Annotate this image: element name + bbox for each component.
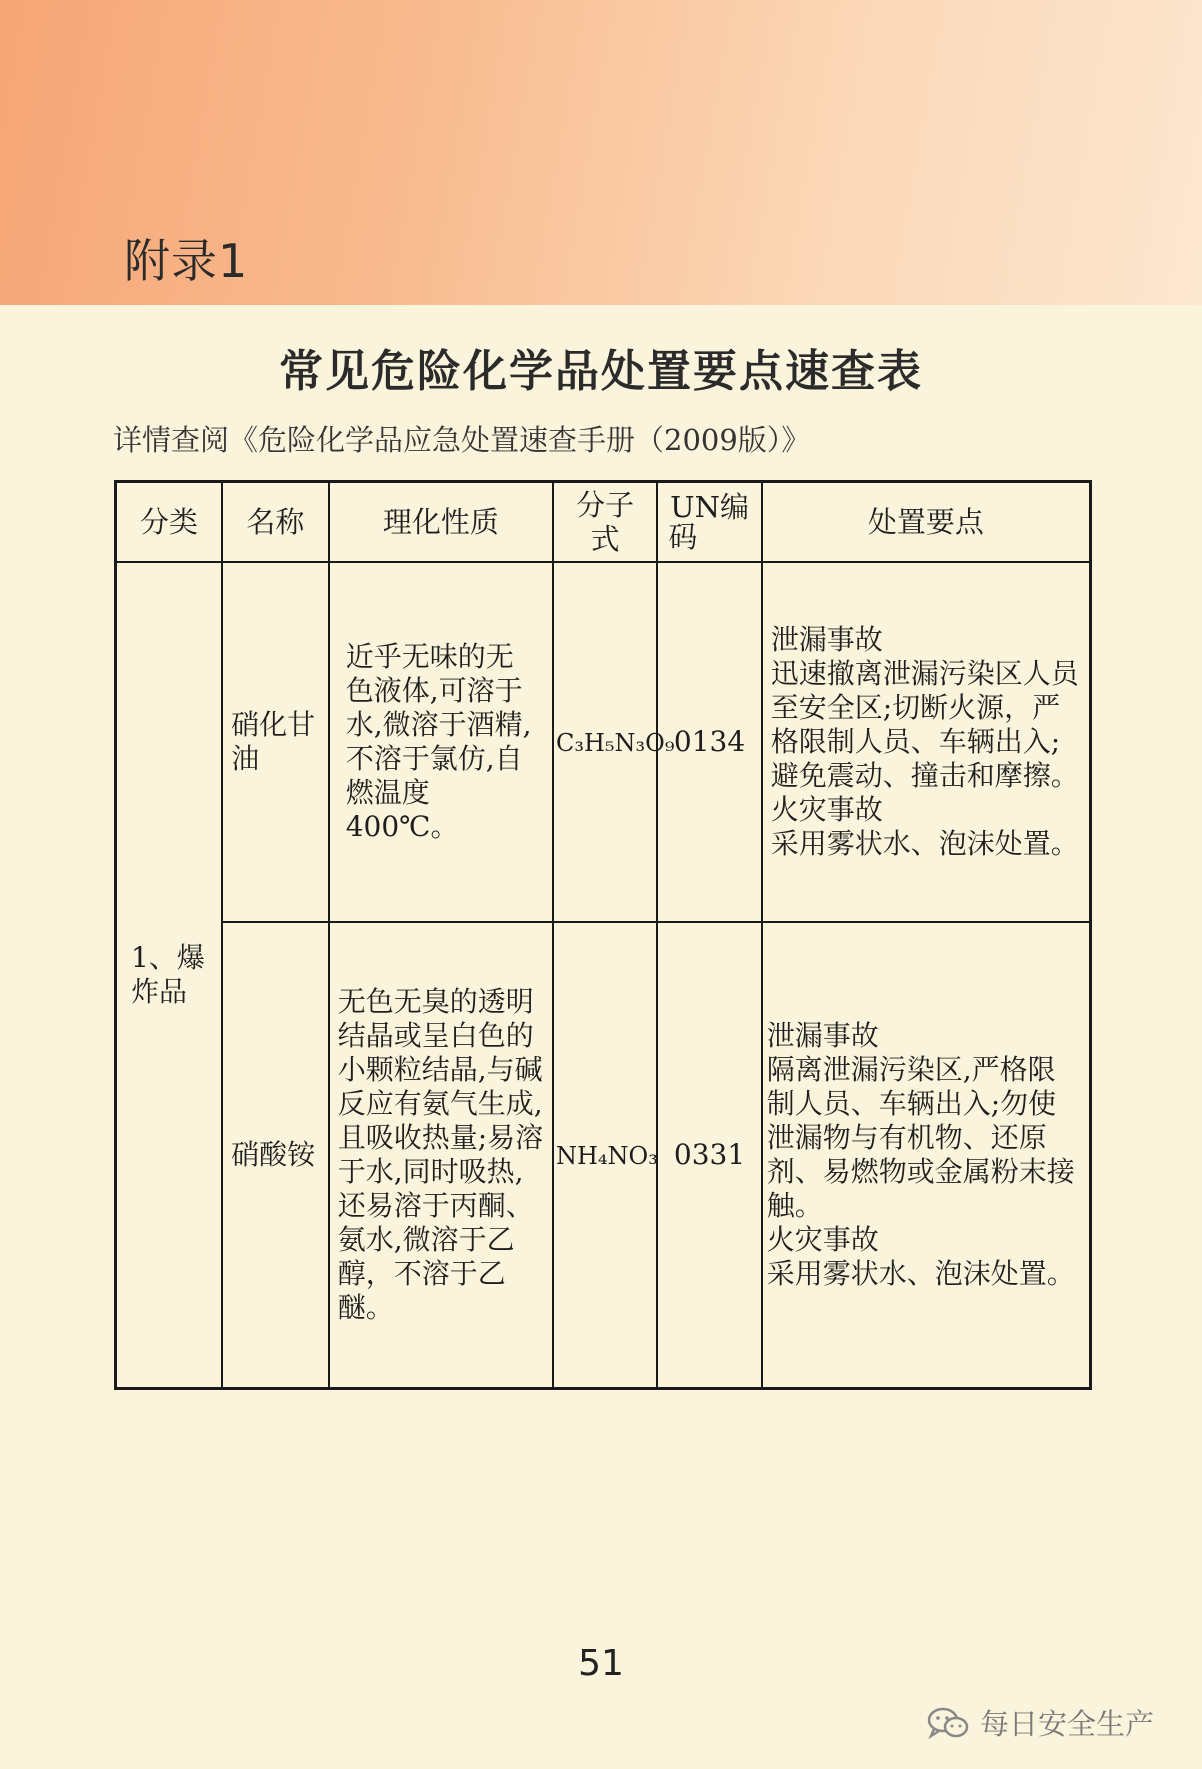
handling-cell bbox=[762, 922, 1091, 1389]
properties-cell: 无色无臭的透明结晶或呈白色的小颗粒结晶,与碱反应有氨气生成,且吸收热量;易溶于水,同时吸热,还易溶于丙酮、氨水,微溶于乙醇，不溶于乙醚。 bbox=[329, 922, 553, 1389]
properties-cell: 近乎无味的无色液体,可溶于水,微溶于酒精,不溶于氯仿,自燃温度400℃。 bbox=[329, 562, 553, 922]
name-cell: 硝酸铵 bbox=[222, 922, 329, 1389]
un-code-cell: 0331 bbox=[657, 922, 761, 1389]
watermark bbox=[926, 1702, 1154, 1743]
formula-cell bbox=[553, 562, 675, 922]
appendix-label: 附录1 bbox=[124, 234, 249, 288]
formula-cell bbox=[553, 922, 657, 1389]
un-code-cell: 0134 bbox=[657, 562, 761, 922]
header-un-code bbox=[657, 482, 761, 563]
formula-text: C₃H₅N₃O₉ bbox=[556, 728, 675, 757]
table-row bbox=[116, 922, 1091, 1389]
fire-text: 采用雾状水、泡沫处置。 bbox=[766, 1257, 1075, 1290]
table-title: 常见危险化学品处置要点速查表 bbox=[279, 346, 923, 397]
fire-title: 火灾事故 bbox=[766, 1223, 879, 1256]
page-number: 51 bbox=[578, 1643, 624, 1684]
category-cell: 1、爆炸品 bbox=[116, 562, 223, 1389]
leak-title: 泄漏事故 bbox=[770, 623, 883, 656]
table-header-row bbox=[116, 482, 1091, 563]
watermark-text: 每日安全生产 bbox=[980, 1707, 1155, 1741]
fire-title: 火灾事故 bbox=[770, 793, 883, 826]
leak-text: 迅速撤离泄漏污染区人员至安全区;切断火源，严格限制人员、车辆出入;避免震动、撞击和摩擦。 bbox=[770, 657, 1079, 792]
name-cell: 硝化甘油 bbox=[222, 562, 329, 922]
leak-text: 隔离泄漏污染区,严格限制人员、车辆出入;勿使泄漏物与有机物、还原剂、易燃物或金属粉末接触。 bbox=[766, 1053, 1075, 1222]
formula-text: NH₄NO₃ bbox=[556, 1141, 658, 1170]
leak-title: 泄漏事故 bbox=[766, 1019, 879, 1052]
handling-cell bbox=[762, 562, 1091, 922]
fire-text: 采用雾状水、泡沫处置。 bbox=[770, 827, 1079, 860]
header-handling: 处置要点 bbox=[762, 482, 1091, 563]
header-category: 分类 bbox=[116, 482, 223, 563]
header-name: 名称 bbox=[222, 482, 329, 563]
reference-note: 详情查阅《危险化学品应急处置速查手册（2009版）》 bbox=[113, 423, 811, 457]
chemicals-table bbox=[114, 480, 1092, 1390]
header-properties: 理化性质 bbox=[329, 482, 553, 563]
header-formula: 分子式 bbox=[553, 482, 657, 563]
header-un-code-line2: 码 bbox=[668, 520, 698, 554]
wechat-icon bbox=[926, 1705, 972, 1741]
table-row bbox=[116, 562, 1091, 922]
header-un-code-line1: UN编 bbox=[670, 490, 749, 524]
